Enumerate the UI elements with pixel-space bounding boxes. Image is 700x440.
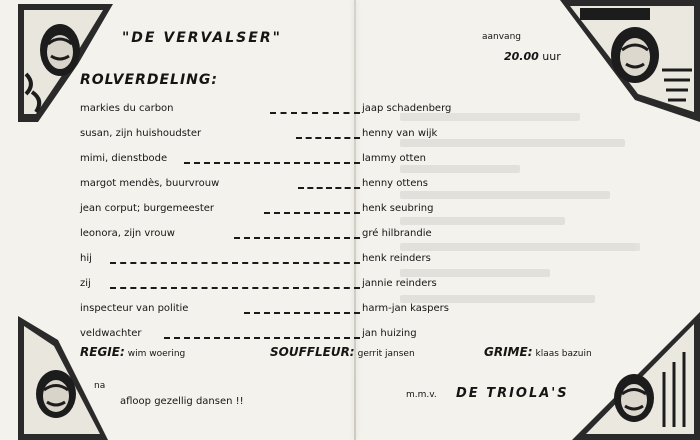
page-fold [354,0,356,440]
cast-actor: lammy otten [362,153,426,164]
footer-afloop: afloop gezellig dansen !! [120,396,244,407]
cast-role: mimi, dienstbode [80,153,168,164]
dotted-leader [234,237,360,239]
credit-souffleur-label: SOUFFLEUR: [270,345,355,359]
cast-role: veldwachter [80,328,142,339]
credit-grime [484,345,592,359]
cast-row [0,178,700,194]
dotted-leader [184,162,360,164]
cast-row [0,328,700,344]
footer-mmv: m.m.v. [406,390,437,400]
credit-grime-label: GRIME: [484,345,533,359]
cast-row [0,278,700,294]
start-time-unit: uur [542,50,561,63]
cast-row [0,103,700,119]
cast-role: markies du carbon [80,103,174,114]
band-name: DE TRIOLA'S [456,386,569,401]
cast-actor: henk reinders [362,253,431,264]
cast-role: jean corput; burgemeester [80,203,215,214]
cast-role: inspecteur van politie [80,303,189,314]
cast-row [0,128,700,144]
play-title: "DE VERVALSER" [122,30,282,46]
cast-actor: henny van wijk [362,128,438,139]
cast-role: zij [80,278,91,289]
cast-role: margot mendès, buurvrouw [80,178,220,189]
dotted-leader [296,137,360,139]
start-time [504,50,561,63]
footer-na: na [94,381,106,391]
credit-souffleur [270,345,415,359]
cast-role: susan, zijn huishoudster [80,128,202,139]
cast-actor: jaap schadenberg [362,103,452,114]
credit-grime-name: klaas bazuin [535,349,592,359]
dotted-leader [110,262,360,264]
dotted-leader [244,312,360,314]
start-time-label: aanvang [482,32,521,42]
dotted-leader [164,337,360,339]
cast-row [0,253,700,269]
cast-actor: henk seubring [362,203,434,214]
dotted-leader [298,187,360,189]
cast-role: leonora, zijn vrouw [80,228,175,239]
cast-heading: ROLVERDELING: [80,72,218,88]
credit-souffleur-name: gerrit jansen [357,349,415,359]
cast-row [0,153,700,169]
cast-actor: harm-jan kaspers [362,303,449,314]
credit-regie-label: REGIE: [80,345,125,359]
credit-regie-name: wim woering [127,349,186,359]
dotted-leader [264,212,360,214]
cast-row [0,303,700,319]
cast-actor: jannie reinders [362,278,437,289]
cast-actor: henny ottens [362,178,428,189]
cast-row [0,228,700,244]
cast-actor: jan huizing [362,328,417,339]
dotted-leader [270,112,360,114]
cast-row [0,203,700,219]
cast-role: hij [80,253,92,264]
cast-actor: gré hilbrandie [362,228,432,239]
dotted-leader [110,287,360,289]
start-time-value: 20.00 [504,50,539,63]
credit-regie [80,345,185,359]
